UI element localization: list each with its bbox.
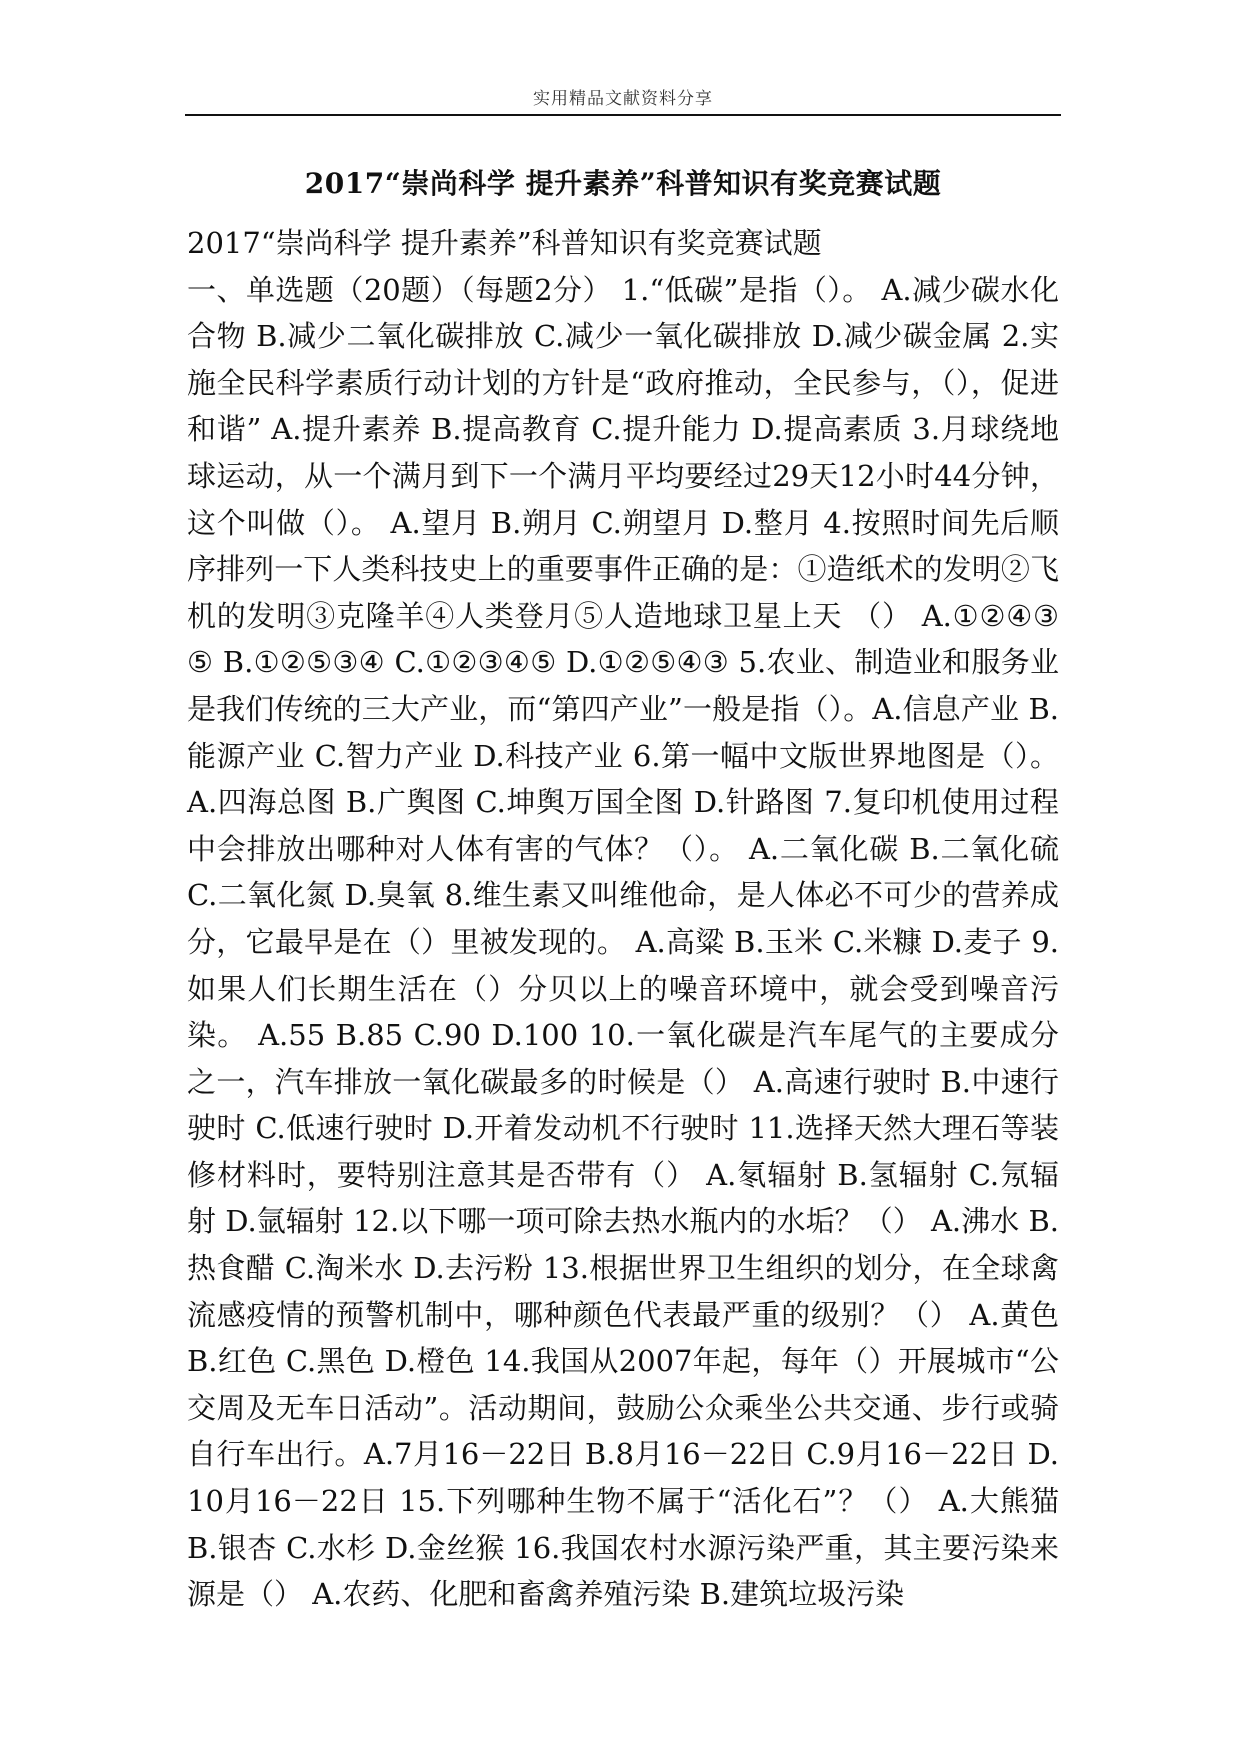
body-paragraph: 一、单选题（20题）（每题2分） 1.“低碳”是指（）。 A.减少碳水化合物 B.减少二氧化碳排放 C.减少一氧化碳排放 D.减少碳金属 2.实施全民科学素质行动计划的方针是“政府推动，全民参与，（），促进和谐” A.提升素养 B.提高教育 C.提升能力 D.提高素质 3.月球绕地球运动，从一个满月到下一个满月平均要经过29天12小时44分钟，这个叫做（）。 A.望月 B.朔月 C.朔望月 D.整月 4.按照时间先后顺序排列一下人类科技史上的重要事件正确的是：①造纸术的发明②飞机的发明③克隆羊④人类登月⑤人造地球卫星上天 （） A.①②④③⑤ B.①②⑤③④ C.①②③④⑤ D.①②⑤④③ 5.农业、制造业和服务业是我们传统的三大产业，而“第四产业”一般是指（）。A.信息产业 B.能源产业 C.智力产业 D.科技产业 6.第一幅中文版世界地图是（）。 A.四海总图 B.广舆图 C.坤舆万国全图 D.针路图 7.复印机使用过程中会排放出哪种对人体有害的气体？（）。 A.二氧化碳 B.二氧化硫 C.二氧化氮 D.臭氧 8.维生素又叫维他命，是人体必不可少的营养成分，它最早是在（）里被发现的。 A.高粱 B.玉米 C.米糠 D.麦子 9.如果人们长期生活在（）分贝以上的噪音环境中，就会受到噪音污染。 A.55 B.85 C.90 D.100 10.一氧化碳是汽车尾气的主要成分之一，汽车排放一氧化碳最多的时候是（） A.高速行驶时 B.中速行驶时 C.低速行驶时 D.开着发动机不行驶时 11.选择天然大理石等装修材料时，要特别注意其是否带有（） A.氡辐射 B.氢辐射 C.氖辐射 D.氩辐射 12.以下哪一项可除去热水瓶内的水垢？（） A.沸水 B.热食醋 C.淘米水 D.去污粉 13.根据世界卫生组织的划分，在全球禽流感疫情的预警机制中，哪种颜色代表最严重的级别？（） A.黄色 B.红色 C.黑色 D.橙色 14.我国从2007年起，每年（）开展城市“公交周及无车日活动”。活动期间，鼓励公众乘坐公共交通、步行或骑自行车出行。A.7月16－22日 B.8月16－22日 C.9月16－22日 D.10月16－22日 15.下列哪种生物不属于“活化石”？（） A.大熊猫 B.银杏 C.水杉 D.金丝猴 16.我国农村水源污染严重，其主要污染来源是（） A.农药、化肥和畜禽养殖污染 B.建筑垃圾污染 <box>187 272 1059 1612</box>
page-header: 实用精品文献资料分享 <box>533 89 713 109</box>
document-body <box>187 220 1059 1618</box>
header-divider <box>185 114 1061 116</box>
document-title: 2017“崇尚科学 提升素养”科普知识有奖竞赛试题 <box>304 167 942 200</box>
body-heading-line: 2017“崇尚科学 提升素养”科普知识有奖竞赛试题 <box>187 226 822 260</box>
